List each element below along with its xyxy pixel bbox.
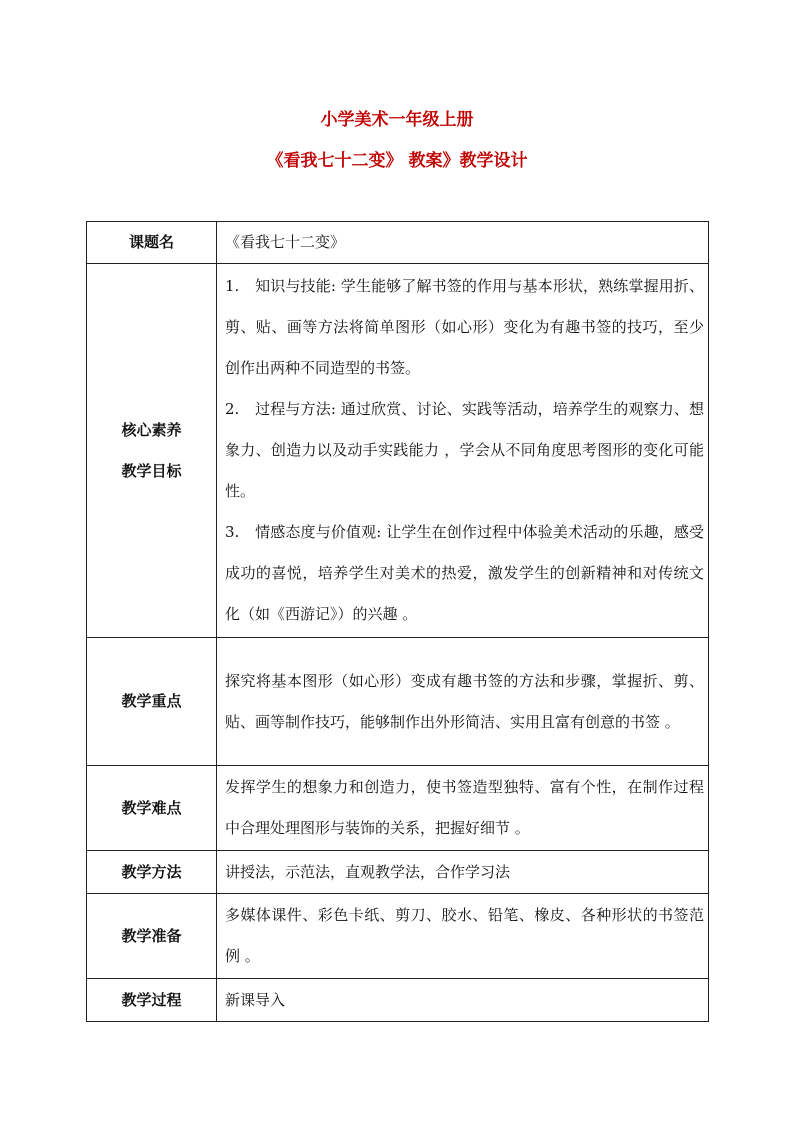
methods-label: 教学方法 — [87, 851, 217, 894]
goal-item-number: 2. — [225, 400, 240, 418]
key-points-label: 教学重点 — [87, 638, 217, 766]
goal-item-text: 知识与技能: 学生能够了解书签的作用与基本形状，熟练掌握用折、剪、贴、画等方法将简单图形（如心形）变化为有趣书签的技巧，至少创作出两种不同造型的书签。 — [225, 277, 704, 377]
goal-item-number: 3. — [225, 523, 240, 541]
table-row-methods — [87, 851, 709, 894]
goal-item-number: 1. — [225, 277, 240, 295]
goal-item-text: 过程与方法: 通过欣赏、讨论、实践等活动，培养学生的观察力、想象力、创造力以及动手实践能力 ，学会从不同角度思考图形的变化可能性。 — [225, 400, 704, 500]
lesson-plan-table — [86, 221, 709, 1022]
difficulties-label: 教学难点 — [87, 766, 217, 851]
document-subtitle: 《看我七十二变》 教案》教学设计 — [266, 151, 528, 171]
goals-label-line2: 教学目标 — [121, 461, 182, 480]
table-row-key-points — [87, 638, 709, 766]
preparation-label: 教学准备 — [87, 894, 217, 979]
document-title: 小学美术一年级上册 — [320, 110, 474, 130]
process-label: 教学过程 — [87, 979, 217, 1022]
table-row-difficulties — [87, 766, 709, 851]
goal-item — [225, 266, 704, 389]
goal-item-text: 情感态度与价值观: 让学生在创作过程中体验美术活动的乐趣，感受成功的喜悦，培养学生对美术的热爱，激发学生的创新精神和对传统文化（如《西游记》）的兴趣 。 — [225, 523, 704, 623]
methods-text: 讲授法，示范法，直观教学法，合作学习法 — [217, 851, 709, 894]
goals-label-line1: 核心素养 — [121, 420, 182, 439]
difficulties-text: 发挥学生的想象力和创造力，使书签造型独特、富有个性，在制作过程中合理处理图形与装饰的关系，把握好细节 。 — [217, 766, 709, 851]
goal-item — [225, 512, 704, 635]
goal-item — [225, 389, 704, 512]
goals-content — [217, 264, 709, 638]
topic-value: 《看我七十二变》 — [217, 222, 709, 264]
goals-label — [87, 264, 217, 638]
process-text: 新课导入 — [217, 979, 709, 1022]
topic-label: 课题名 — [87, 222, 217, 264]
table-row-goals — [87, 264, 709, 638]
table-row-process — [87, 979, 709, 1022]
table-row-topic — [87, 222, 709, 264]
table-row-preparation — [87, 894, 709, 979]
preparation-text: 多媒体课件、彩色卡纸、剪刀、胶水、铅笔、橡皮、各种形状的书签范例 。 — [217, 894, 709, 979]
key-points-text: 探究将基本图形（如心形）变成有趣书签的方法和步骤，掌握折、剪、贴、画等制作技巧，能够制作出外形简洁、实用且富有创意的书签 。 — [217, 638, 709, 766]
